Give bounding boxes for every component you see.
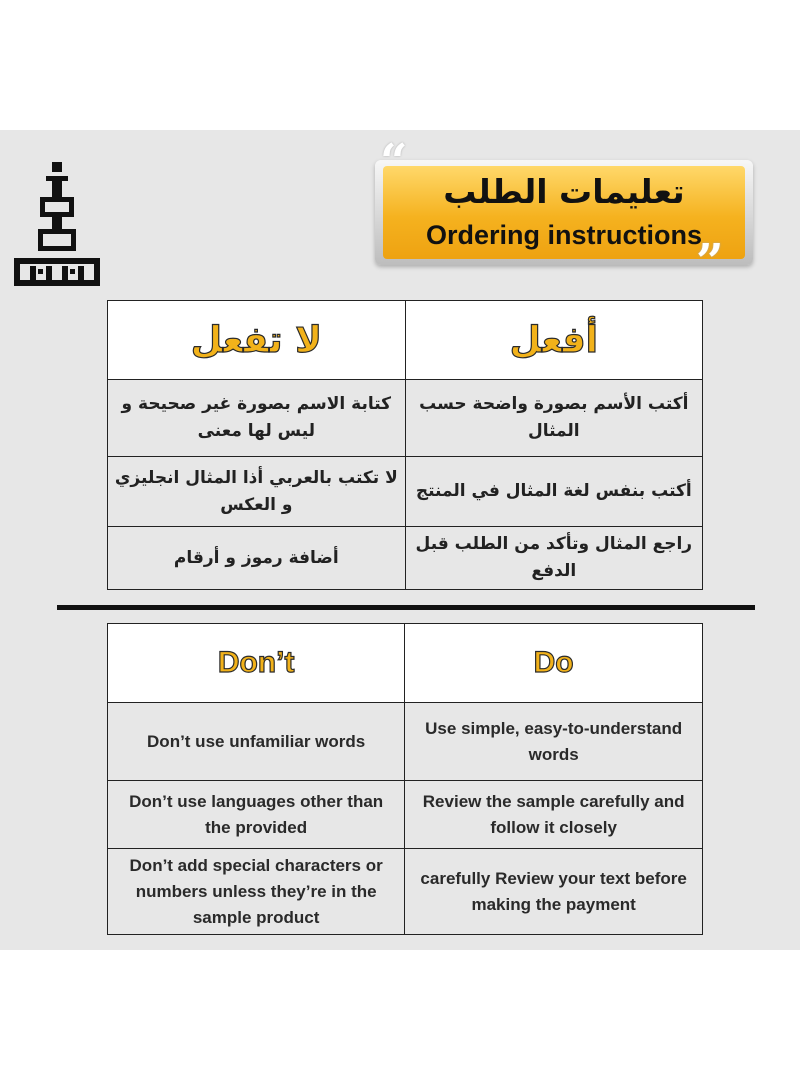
- table-row: [108, 781, 703, 849]
- title-arabic: تعليمات الطلب: [443, 172, 685, 211]
- arabic-instructions-table: [107, 300, 703, 590]
- title-english: Ordering instructions: [425, 220, 703, 250]
- table-header-row: [108, 301, 703, 380]
- dont-cell: Don’t add special characters or numbers unless they’re in the sample product: [108, 849, 405, 935]
- do-cell: أكتب الأسم بصورة واضحة حسب المثال: [405, 380, 702, 457]
- brand-logo: [12, 160, 102, 290]
- do-cell: Review the sample carefully and follow it closely: [405, 781, 703, 849]
- dont-cell: لا تكتب بالعربي أذا المثال انجليزي و العكس: [108, 457, 406, 527]
- do-cell: راجع المثال وتأكد من الطلب قبل الدفع: [405, 527, 702, 590]
- header-dont-ar: لا تفعل: [190, 319, 322, 361]
- header-do-ar: أفعل: [509, 319, 598, 361]
- brand-logo-graphic: [12, 160, 102, 290]
- table-row: [108, 457, 703, 527]
- table-row: [108, 703, 703, 781]
- dont-cell: كتابة الاسم بصورة غير صحيحة و ليس لها معنى: [108, 380, 406, 457]
- english-instructions-table: [107, 623, 703, 935]
- table-row: [108, 849, 703, 935]
- header-dont-en: Don’t: [217, 646, 295, 679]
- table-row: [108, 380, 703, 457]
- header-dont-cell: [108, 301, 406, 380]
- header-do-en: Do: [533, 646, 574, 679]
- header-do-cell: [405, 301, 702, 380]
- do-cell: Use simple, easy-to-understand words: [405, 703, 703, 781]
- dont-cell: Don’t use languages other than the provided: [108, 781, 405, 849]
- header-do-cell: [405, 624, 703, 703]
- section-divider: [57, 605, 755, 610]
- do-cell: carefully Review your text before making the payment: [405, 849, 703, 935]
- header-dont-cell: [108, 624, 405, 703]
- do-cell: أكتب بنفس لغة المثال في المنتج: [405, 457, 702, 527]
- dont-cell: أضافة رموز و أرقام: [108, 527, 406, 590]
- table-row: [108, 527, 703, 590]
- close-quote-icon: ”: [696, 234, 724, 290]
- table-header-row: [108, 624, 703, 703]
- dont-cell: Don’t use unfamiliar words: [108, 703, 405, 781]
